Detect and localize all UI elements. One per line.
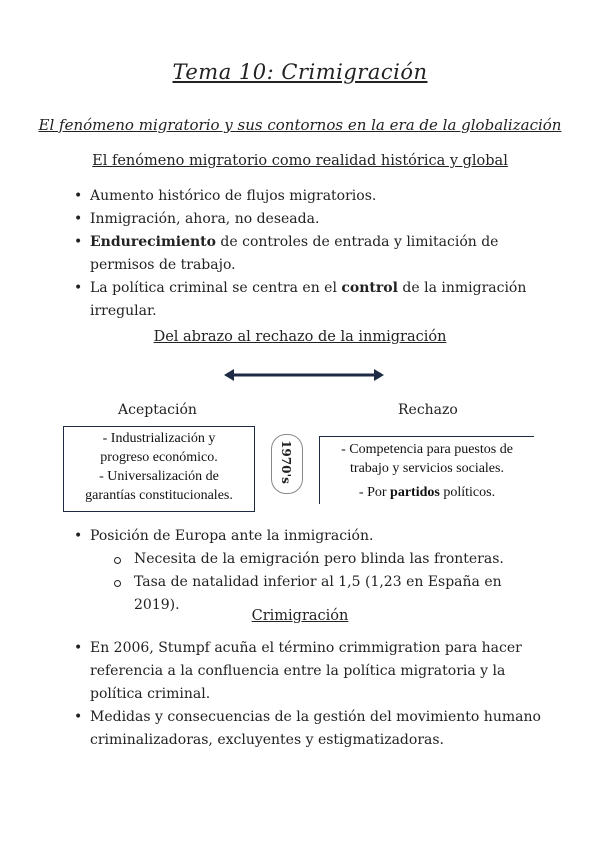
- rejection-line: trabajo y servicios sociales.: [350, 461, 504, 476]
- page-subtitle: El fenómeno migratorio y sus contornos en la era de la globalización: [38, 116, 562, 134]
- list-item: • La política criminal se centra en el control de la inmigración irregular.: [74, 277, 534, 323]
- section-heading-crimmigration: Crimigración: [251, 608, 349, 624]
- rejection-label: Rechazo: [398, 402, 458, 418]
- list-item: • Posición de Europa ante la inmigración. Necesita de la emigración pero blinda las fronteras. Tasa de natalidad inferior al 1,5 (1,23 en España en 2019).: [74, 525, 544, 617]
- section-heading-historical: El fenómeno migratorio como realidad histórica y global: [92, 153, 508, 169]
- acceptance-box: [63, 426, 255, 512]
- year-label: 1970's: [279, 440, 293, 484]
- bullet-list-historical: [74, 185, 534, 323]
- double-arrow-icon: [224, 367, 384, 383]
- sub-list: [90, 548, 544, 617]
- acceptance-line: - Industrialización y: [102, 431, 216, 446]
- rejection-line: - Por partidos políticos.: [358, 485, 496, 500]
- bullet-list-crimmigration: [74, 637, 544, 752]
- acceptance-label: Aceptación: [118, 402, 197, 418]
- acceptance-line: - Universalización de: [99, 469, 219, 484]
- sub-list-item: Necesita de la emigración pero blinda las fronteras.: [90, 548, 544, 571]
- sub-list-item: Tasa de natalidad inferior al 1,5 (1,23 en España en 2019).: [90, 571, 544, 617]
- rejection-box: [319, 436, 534, 504]
- list-item: • En 2006, Stumpf acuña el término crimmigration para hacer referencia a la confluencia entre la política migratoria y la política criminal.: [74, 637, 544, 706]
- bullet-list-europe: [74, 525, 544, 617]
- acceptance-line: garantías constitucionales.: [85, 488, 233, 503]
- acceptance-line: progreso económico.: [100, 450, 218, 465]
- list-item: • Inmigración, ahora, no deseada.: [74, 208, 534, 231]
- rejection-line: - Competencia para puestos de: [341, 442, 513, 457]
- page-title: Tema 10: Crimigración: [172, 60, 428, 84]
- list-item: • Aumento histórico de flujos migratorios.: [74, 185, 534, 208]
- list-item: • Medidas y consecuencias de la gestión del movimiento humano criminalizadoras, excluyentes y estigmatizadoras.: [74, 706, 544, 752]
- list-item: • Endurecimiento de controles de entrada y limitación de permisos de trabajo.: [74, 231, 534, 277]
- section-heading-embrace-rejection: Del abrazo al rechazo de la inmigración: [153, 329, 447, 345]
